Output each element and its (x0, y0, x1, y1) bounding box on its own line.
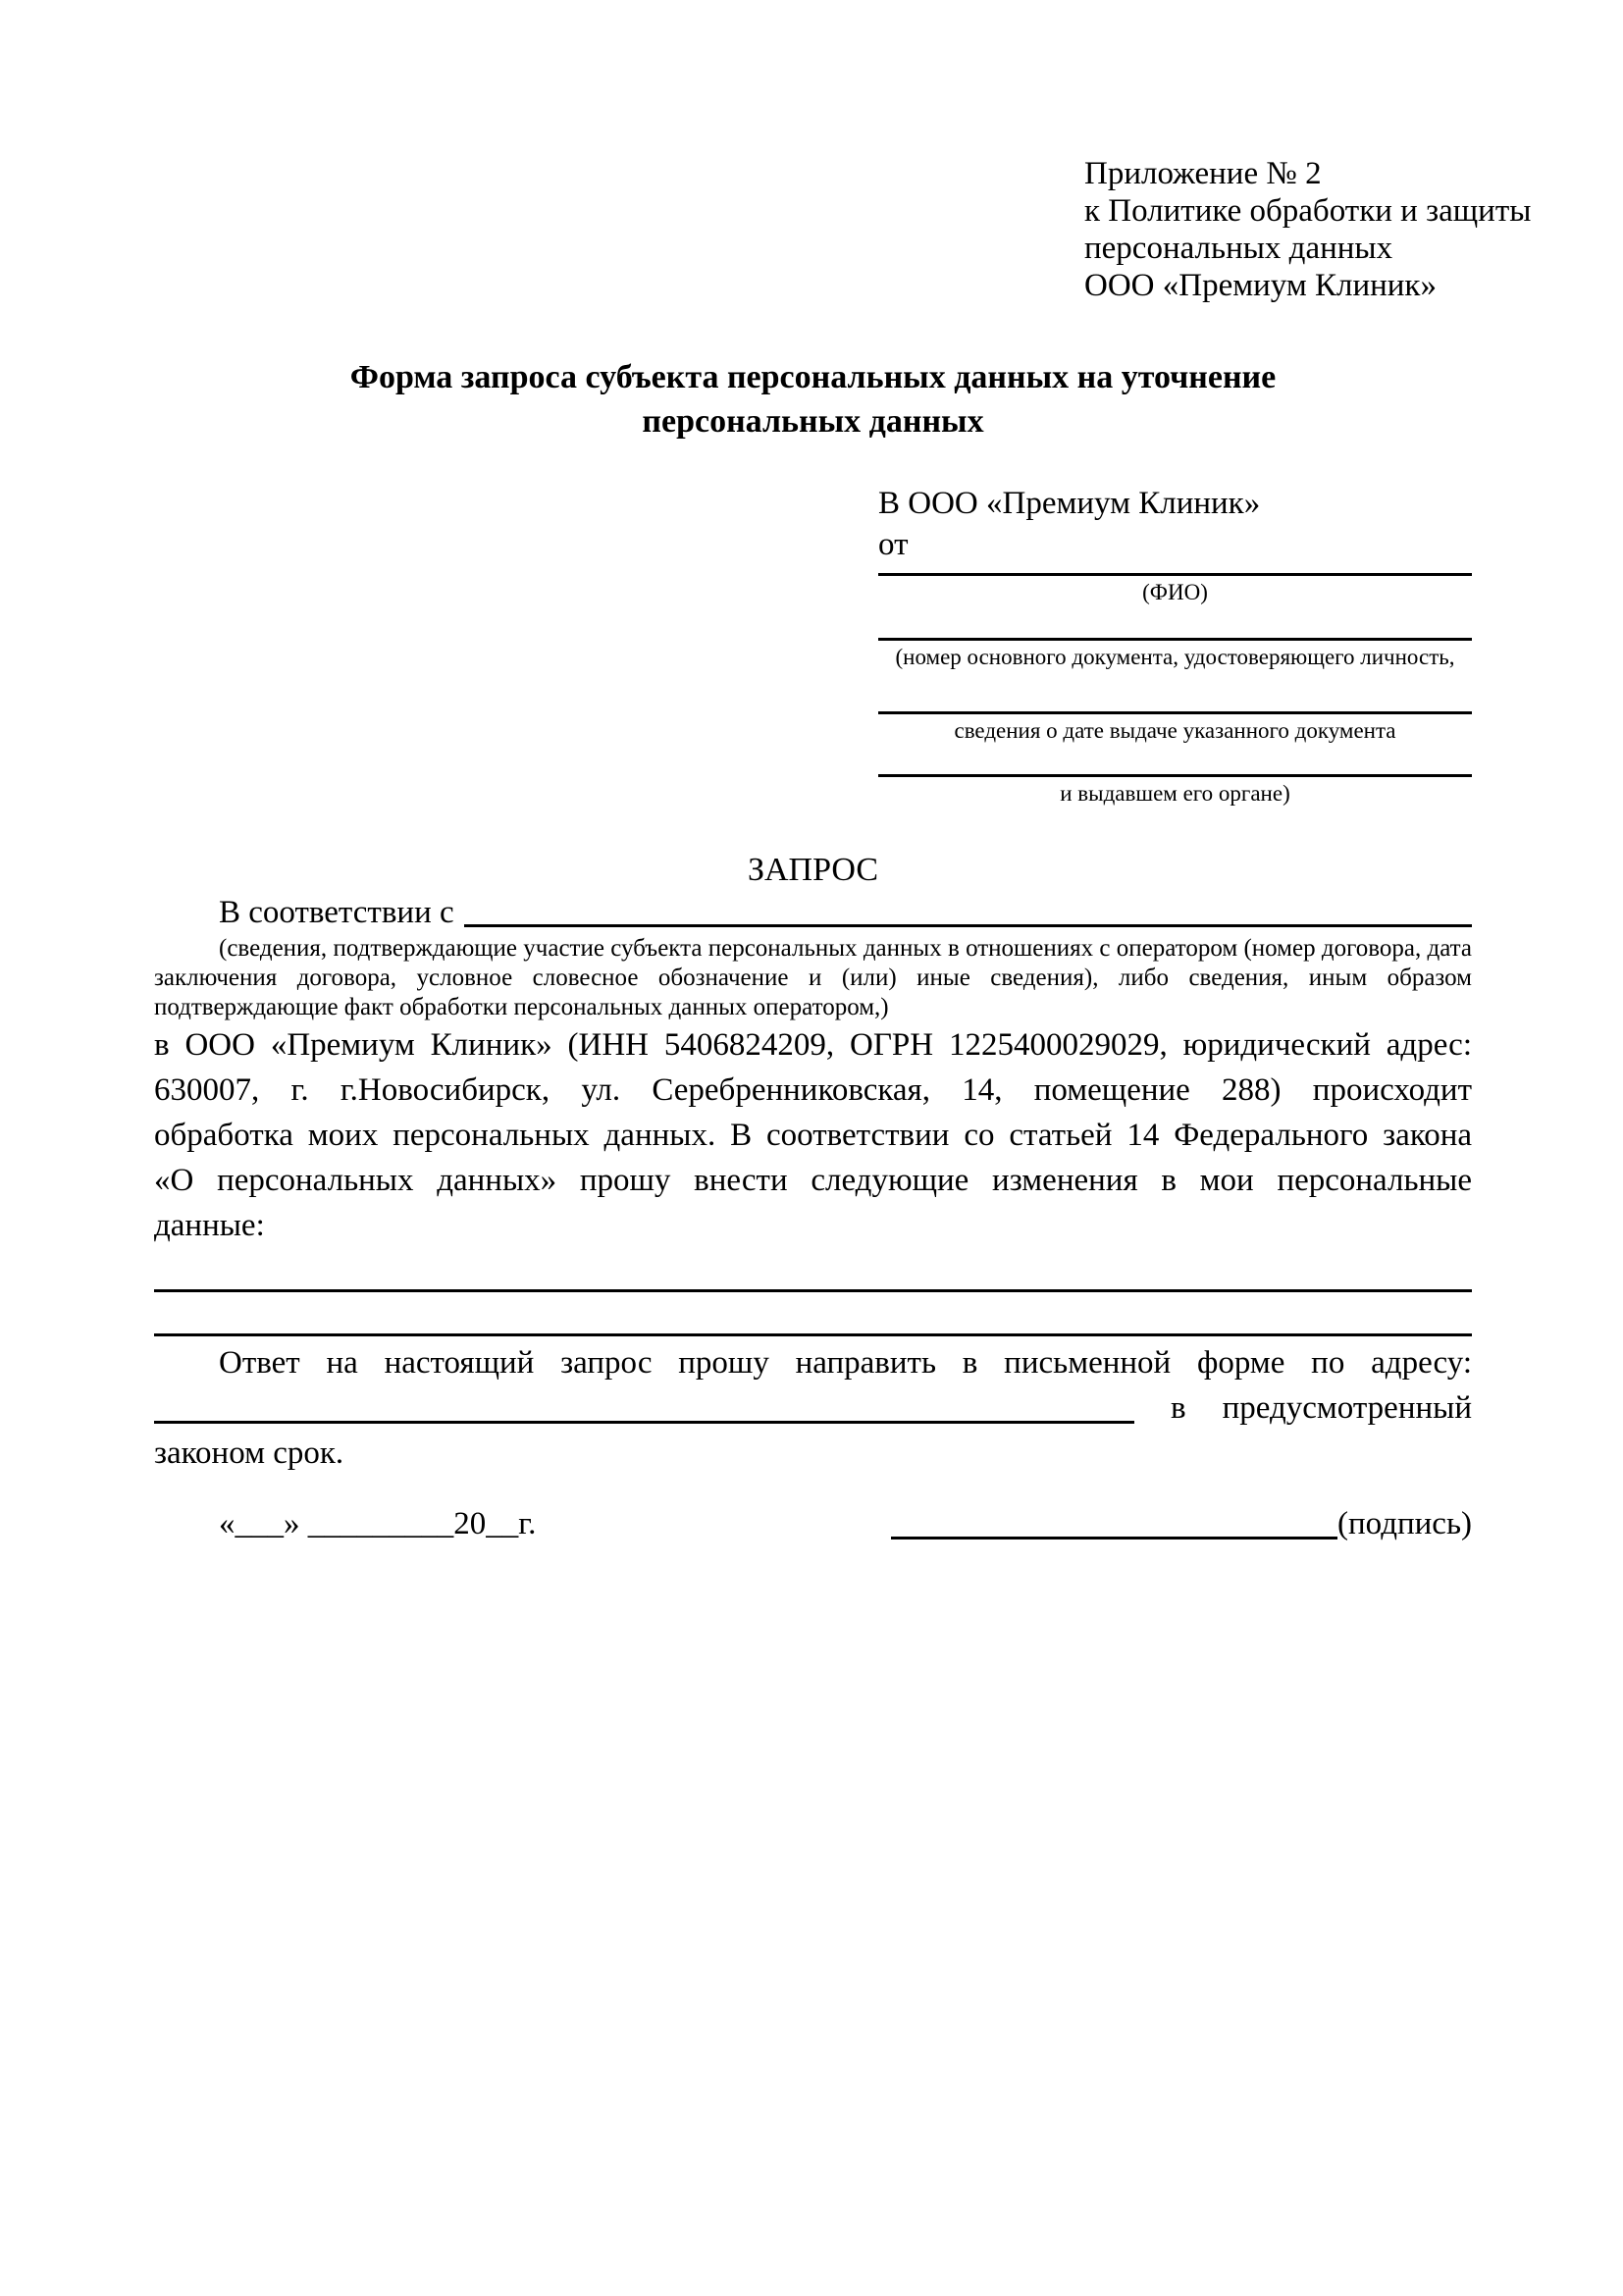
reply-sentence-line: законом срок. (154, 1435, 344, 1471)
fio-caption: (ФИО) (1142, 580, 1208, 604)
intro-prefix: В соответствии с (219, 895, 454, 930)
date-blank: «___» _________20__г. (219, 1506, 537, 1541)
appendix-note-line: к Политике обработки и защиты (1084, 193, 1532, 229)
body-text-line: 630007, г. г.Новосибирск, ул. Серебренниковская, 14, помещение 288) происходит (154, 1072, 1472, 1108)
issuing-authority-blank-line (878, 748, 1472, 777)
appendix-note-line: ООО «Премиум Клиник» (1084, 268, 1437, 303)
intro-fine-print: (сведения, подтверждающие участие субъекта персональных данных в отношениях с оператором (номер договора, дата заключения договора, условное словесное обозначение и (или) иные сведения), либо сведения, иным образом подтверждающие факт обработки персональных данных оператором,) (154, 935, 1472, 1020)
request-heading: ЗАПРОС (747, 852, 879, 888)
basis-blank-line (464, 891, 1472, 927)
reply-address-row (154, 1385, 1472, 1431)
appendix-note-line: Приложение № 2 (1084, 156, 1322, 191)
addressee-to: В ООО «Премиум Клиник» (878, 486, 1261, 521)
fio-blank-line (878, 568, 1472, 576)
signature-group (891, 1501, 1472, 1546)
document-number-caption: (номер основного документа, удостоверяющего личность, (895, 645, 1455, 669)
signature-caption: (подпись) (1337, 1506, 1472, 1541)
document-title-line: Форма запроса субъекта персональных данных на уточнение (349, 359, 1277, 395)
reply-sentence-word: предусмотренный (1222, 1390, 1472, 1426)
reply-sentence-line: Ответ на настоящий запрос прошу направить в письменной форме по адресу: (219, 1345, 1472, 1381)
signature-blank-line (891, 1501, 1337, 1539)
changes-blank-line (154, 1292, 1472, 1336)
document-title-line: персональных данных (642, 403, 984, 440)
request-section (154, 850, 1472, 1546)
issue-date-caption: сведения о дате выдаче указанного документа (954, 718, 1396, 743)
reply-address-blank-line (154, 1385, 1134, 1424)
footer-row (154, 1501, 1472, 1546)
body-text-line: обработка моих персональных данных. В соответствии со статьей 14 Федерального закона (154, 1118, 1472, 1153)
body-text-line: «О персональных данных» прошу внести следующие изменения в мои персональные (154, 1163, 1472, 1198)
intro-row (154, 891, 1472, 934)
document-title (154, 355, 1472, 444)
addressee-from-label: от (878, 527, 909, 562)
addressee-block (878, 483, 1472, 810)
issue-date-blank-line (878, 674, 1472, 714)
appendix-note (1084, 155, 1531, 304)
body-text-line: в ООО «Премиум Клиник» (ИНН 5406824209, ОГРН 1225400029029, юридический адрес: (154, 1027, 1472, 1063)
issuing-authority-caption: и выдавшем его органе) (1060, 781, 1290, 806)
document-number-blank-line (878, 609, 1472, 641)
reply-sentence-word: в (1171, 1390, 1186, 1426)
body-text-line: данные: (154, 1208, 265, 1243)
appendix-note-line: персональных данных (1084, 231, 1393, 266)
changes-blank-line (154, 1248, 1472, 1292)
